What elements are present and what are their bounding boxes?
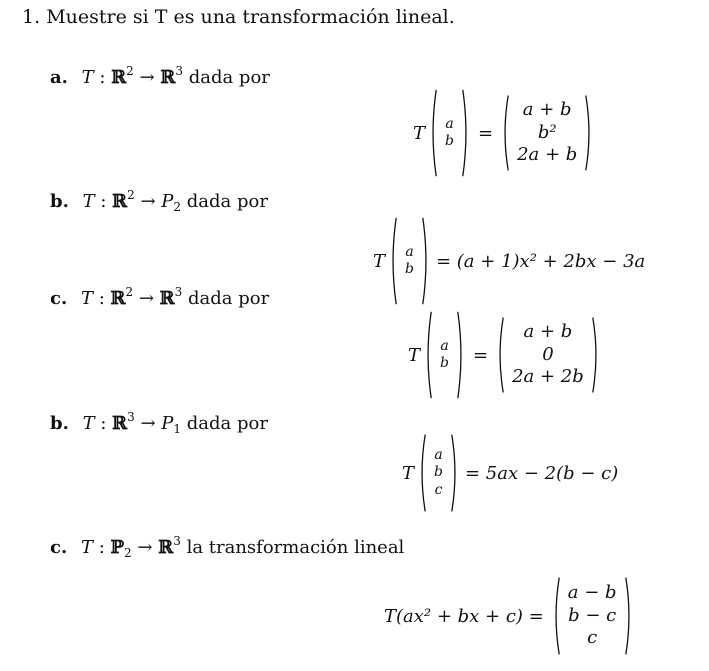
vector-entry: a + b xyxy=(523,321,573,343)
item-c2-equation xyxy=(384,576,633,656)
item-mapping: T : ℝ$^2$ → ℝ$^3$ xyxy=(81,64,183,88)
vector-entry: a − b xyxy=(567,582,617,604)
output-vector xyxy=(496,316,600,394)
item-mapping: T : ℙ$_2$ → ℝ$^3$ xyxy=(80,534,181,560)
vector-entry: b xyxy=(445,133,454,149)
input-vector xyxy=(418,433,459,513)
item-label: b. xyxy=(50,191,69,212)
problem-statement: Muestre si T es una transformación lineal. xyxy=(46,6,455,28)
vector-entry: a xyxy=(440,337,449,354)
item-b2-label xyxy=(50,410,268,436)
item-text: dada por xyxy=(187,288,270,309)
vector-entry: b² xyxy=(537,121,557,143)
equation-rhs: = 5ax − 2(b − c) xyxy=(464,462,619,484)
input-vector xyxy=(389,216,430,306)
item-label: c. xyxy=(50,537,68,558)
item-c-label xyxy=(50,285,269,309)
item-mapping: T : ℝ$^2$ → ℝ$^3$ xyxy=(80,285,183,309)
vector-entry: b xyxy=(405,261,414,277)
vector-entry: c xyxy=(434,481,443,498)
equation-rhs: = (a + 1)x² + 2bx − 3a xyxy=(435,250,646,272)
item-c2-label xyxy=(50,534,404,560)
vector-entry: a xyxy=(445,115,454,132)
item-text: la transformación lineal xyxy=(186,537,405,558)
item-label: c. xyxy=(50,288,68,309)
vector-entry: b xyxy=(440,355,449,371)
item-text: dada por xyxy=(186,413,268,434)
problem-number: 1. xyxy=(22,6,41,28)
equation-lhs: T(ax² + bx + c) = xyxy=(384,605,544,627)
output-vector xyxy=(501,94,593,172)
item-a-equation: T a b = a + b b² 2a + b xyxy=(413,88,593,178)
input-vector xyxy=(424,310,465,400)
item-text: dada por xyxy=(186,191,268,212)
vector-entry: 2a + 2b xyxy=(512,366,584,388)
problem-heading xyxy=(22,6,455,28)
output-vector xyxy=(552,576,633,656)
vector-entry: a + b xyxy=(522,99,572,121)
vector-entry: a xyxy=(405,243,414,260)
item-c-equation: T a b = a + b 0 2a + 2b xyxy=(408,310,600,400)
item-mapping: T : ℝ$^3$ → $P_1$ xyxy=(82,410,182,436)
item-b2-equation: T a b c = 5ax − 2(b − c) xyxy=(402,433,618,513)
vector-entry: a xyxy=(434,446,443,463)
item-b-label xyxy=(50,188,268,214)
vector-entry: b xyxy=(434,464,443,481)
item-label: a. xyxy=(50,67,68,88)
item-b-equation: T a b = (a + 1)x² + 2bx − 3a xyxy=(373,216,645,306)
vector-entry: b − c xyxy=(568,604,617,626)
item-label: b. xyxy=(50,413,69,434)
item-a-label xyxy=(50,64,270,88)
item-mapping: T : ℝ$^2$ → $P_2$ xyxy=(82,188,182,214)
input-vector xyxy=(429,88,470,178)
item-text: dada por xyxy=(188,67,270,88)
vector-entry: 0 xyxy=(542,343,554,365)
vector-entry: c xyxy=(587,627,598,649)
vector-entry: 2a + b xyxy=(517,144,578,166)
